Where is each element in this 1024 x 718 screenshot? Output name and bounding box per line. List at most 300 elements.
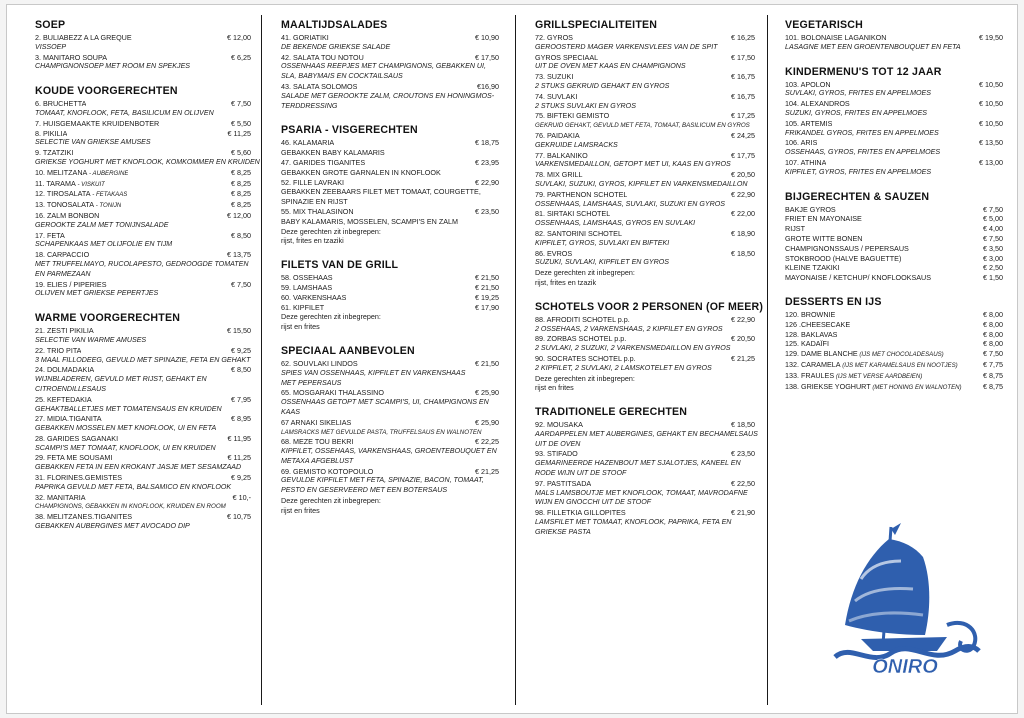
menu-item[interactable] (785, 33, 1003, 43)
item-name: STOKBROOD (HALVE BAGUETTE) (785, 253, 902, 263)
item-name: 89. ZORBAS SCHOTEL p.p. (535, 334, 627, 344)
menu-item[interactable] (535, 449, 755, 459)
menu-item[interactable] (35, 280, 251, 290)
item-name-wrap (785, 33, 886, 43)
menu-item[interactable] (535, 190, 755, 200)
menu-item[interactable] (35, 326, 251, 336)
item-name: 17. FETA (35, 230, 65, 240)
item-name: 92. MOUSAKA (535, 420, 583, 430)
menu-item[interactable] (281, 437, 499, 447)
item-price: € 10,50 (979, 99, 1003, 109)
item-name: 58. OSSEHAAS (281, 273, 333, 283)
item-price: € 9,25 (231, 473, 251, 483)
menu-item[interactable] (535, 229, 755, 239)
item-name-wrap (35, 168, 128, 179)
menu-item[interactable] (785, 360, 1003, 371)
item-name-wrap (535, 190, 627, 200)
item-name-wrap (785, 119, 832, 129)
item-description: LAMSFILET MET TOMAAT, KNOFLOOK, PAPRIKA, FETA EN (535, 518, 732, 527)
item-description: KAAS (281, 407, 300, 416)
menu-item[interactable] (35, 512, 251, 522)
item-description: 2 STUKS GEKRUID GEHAKT EN GYROS (535, 81, 670, 90)
item-description: AARDAPPELEN MET AUBERGINES, GEHAKT EN BECHAMELSAUS (535, 429, 758, 438)
item-price: € 16,75 (731, 91, 755, 101)
menu-item[interactable] (535, 53, 755, 63)
menu-item[interactable] (281, 359, 499, 369)
item-name: 74. SUVLAKI (535, 91, 578, 101)
item-name-wrap (785, 254, 901, 264)
menu-item[interactable] (281, 303, 499, 313)
item-price: € 10,90 (475, 33, 499, 42)
item-name: 107. ATHINA (785, 157, 827, 167)
section-title: SCHOTELS VOOR 2 PERSONEN (OF MEER) (535, 300, 764, 313)
menu-item[interactable] (35, 179, 251, 190)
item-name-wrap (281, 418, 351, 428)
logo-text: ONIRO (872, 656, 938, 677)
item-name-wrap (535, 72, 573, 82)
section-title: BIJGERECHTEN & SAUZEN (785, 190, 930, 203)
menu-column-3 (535, 19, 764, 538)
item-name: 138. GRIEKSE YOGHURT (785, 381, 871, 391)
item-price: € 8,00 (983, 319, 1003, 329)
menu-item[interactable] (535, 33, 755, 43)
menu-item[interactable] (35, 129, 251, 139)
item-name-wrap (35, 493, 86, 503)
item-name: 13. TONOSALATA (35, 200, 94, 210)
menu-item[interactable] (281, 467, 499, 477)
item-name-wrap (535, 33, 573, 43)
menu-item[interactable] (785, 234, 1003, 244)
item-price: € 23,50 (731, 449, 755, 459)
section-title: GRILLSPECIALITEITEN (535, 19, 658, 31)
item-price: € 22,90 (475, 177, 499, 187)
menu-item[interactable] (35, 231, 251, 241)
item-price: € 7,95 (231, 394, 251, 404)
item-name-wrap (535, 334, 626, 344)
menu-item[interactable] (785, 119, 1003, 129)
item-name: KLEINE TZAKIKI (785, 263, 840, 273)
item-price: € 16,25 (731, 33, 755, 42)
item-name: 106. ARIS (785, 138, 818, 148)
menu-item[interactable] (535, 131, 755, 141)
menu-section-speciaal (281, 345, 499, 516)
item-price: € 18,75 (475, 138, 499, 148)
item-name: 43. SALATA SOLOMOS (281, 81, 358, 91)
item-name: 104. ALEXANDROS (785, 99, 850, 109)
menu-item[interactable] (281, 138, 499, 148)
item-name: 28. GARIDES SAGANAKI (35, 433, 119, 443)
item-description: LAMSRACKS MET GEVULDE PASTA, TRUFFELSAUS EN WALNOTEN (281, 428, 482, 436)
item-name: 62. SOUVLAKI LINDOS (281, 358, 358, 368)
item-subtitle: - AUBERGINE (87, 169, 129, 177)
item-price: € 10,- (232, 492, 251, 502)
item-subtitle: (IJS MET KARAMELSAUS EN NOOTJES) (840, 361, 958, 369)
item-price: € 21,90 (731, 508, 755, 518)
menu-section-filets (281, 259, 499, 332)
item-description: TOMAAT, KNOFLOOK, FETA, BASILICUM EN OLIJVEN (35, 108, 214, 117)
item-description: KIPFILET, GYROS, FRITES EN APPELMOES (785, 167, 932, 176)
menu-item[interactable] (281, 388, 499, 398)
item-name-wrap (785, 80, 831, 90)
item-description: MALS LAMSBOUTJE MET KNOFLOOK, TOMAAT, MAVRODAFNE (535, 488, 748, 497)
menu-item[interactable] (785, 371, 1003, 382)
item-name: 88. AFRODITI SCHOTEL p.p. (535, 314, 630, 324)
menu-item[interactable] (535, 72, 755, 82)
menu-section-schotels (535, 300, 764, 393)
menu-item[interactable] (785, 99, 1003, 109)
item-name: 46. KALAMARIA (281, 138, 335, 148)
item-description: SELECTIE VAN GRIEKSE AMUSES (35, 138, 151, 147)
item-name-wrap (535, 209, 610, 219)
menu-item[interactable] (281, 82, 499, 92)
menu-item[interactable] (535, 420, 755, 430)
item-name: 6. BRUCHETTA (35, 99, 87, 109)
item-description: OSSEHAAS, GYROS, FRITES EN APPELMOES (785, 148, 941, 157)
item-name: 18. CARPACCIO (35, 250, 90, 260)
item-name: GYROS SPECIAAL (535, 52, 599, 62)
item-description: UIT DE OVEN (535, 439, 581, 448)
item-description: SALADE MET GEROOKTE ZALM, CROUTONS EN HONINGMOS- (281, 91, 495, 100)
item-price: € 13,75 (227, 250, 251, 260)
item-name-wrap (281, 138, 334, 148)
menu-item[interactable] (281, 53, 499, 63)
menu-item[interactable] (785, 339, 1003, 349)
item-price: € 8,50 (231, 365, 251, 375)
menu-section-desserts (785, 296, 1003, 392)
menu-item[interactable] (35, 346, 251, 356)
menu-item[interactable] (35, 99, 251, 109)
item-name-wrap (35, 326, 94, 336)
section-title: DESSERTS EN IJS (785, 295, 882, 308)
item-description: GEBAKKEN AUBERGINES MET AVOCADO DIP (35, 522, 190, 531)
menu-item[interactable] (535, 479, 755, 489)
item-description: 3 MAAL FILLODEEG, GEVULD MET SPINAZIE, FETA EN GEHAKT (35, 355, 251, 364)
item-price: € 8,25 (231, 167, 251, 177)
item-description: DE BEKENDE GRIEKSE SALADE (281, 42, 391, 51)
item-name-wrap (281, 158, 365, 168)
item-description: 2 OSSEHAAS, 2 VARKENSHAAS, 2 KIPFILET EN GYROS (535, 324, 723, 333)
menu-item[interactable] (785, 382, 1003, 393)
item-price: € 8,75 (983, 381, 1003, 391)
item-description: GEHAKTBALLETJES MET TOMATENSAUS EN KRUIDEN (35, 404, 222, 413)
item-name: 68. MEZE TOU BEKRI (281, 437, 354, 447)
menu-item[interactable] (535, 354, 755, 364)
menu-item[interactable] (785, 80, 1003, 90)
item-name: 132. CARAMELA (785, 359, 841, 369)
item-price: € 1,50 (983, 273, 1003, 283)
menu-item[interactable] (35, 211, 251, 221)
item-name-wrap (35, 189, 127, 200)
item-description: OLIJVEN MET GRIEKSE PEPERTJES (35, 289, 159, 298)
item-subtitle: - TONIJN (94, 202, 122, 210)
item-name-wrap (35, 211, 99, 221)
item-name-wrap (35, 148, 73, 158)
item-price: € 13,00 (979, 157, 1003, 167)
item-name-wrap (281, 53, 364, 63)
menu-item[interactable] (785, 138, 1003, 148)
item-name: 125. KADAÏFI (785, 339, 829, 349)
item-description: MET PEPERSAUS (281, 378, 342, 387)
item-price: € 8,75 (983, 370, 1003, 380)
item-price: € 21,50 (475, 358, 499, 368)
item-name-wrap (35, 434, 118, 444)
item-description: KIPFILET, OSSEHAAS, VARKENSHAAS, GROENTEBOUQUET EN (281, 447, 497, 456)
item-name: 41. GORIATIKI (281, 33, 329, 42)
item-description: SUZUKI, SUVLAKI, KIPFILET EN GYROS (535, 258, 670, 267)
item-name-wrap (785, 320, 850, 330)
item-description: GEMARINEERDE HAZENBOUT MET SJALOTJES, KANEEL EN (535, 459, 741, 468)
section-title: MAALTIJDSALADES (281, 19, 388, 31)
menu-item[interactable] (35, 200, 251, 211)
menu-item[interactable] (785, 349, 1003, 360)
item-name: 90. SOCRATES SCHOTEL p.p. (535, 353, 636, 363)
item-name: 12. TIROSALATA (35, 189, 91, 199)
menu-item[interactable] (35, 148, 251, 158)
item-name-wrap (35, 33, 132, 43)
menu-item[interactable] (535, 209, 755, 219)
item-description: EN PARMEZAAN (35, 269, 91, 278)
item-name-wrap (281, 178, 344, 188)
item-description: SPIES VAN OSSENHAAS, KIPFILET EN VARKENSHAAS (281, 368, 466, 377)
item-name-wrap (281, 273, 333, 283)
menu-item[interactable] (785, 214, 1003, 224)
menu-item[interactable] (281, 33, 499, 43)
item-subtitle: (MET HONING EN WALNOTEN) (870, 383, 962, 391)
item-price: € 2,50 (983, 263, 1003, 273)
item-name: 69. GEMISTO KOTOPOULO (281, 466, 374, 476)
item-name-wrap (785, 234, 862, 244)
item-price: € 22,90 (731, 189, 755, 199)
menu-section-koude (35, 85, 260, 299)
menu-section-soep (35, 19, 251, 72)
section-footer: rijst en frites (535, 383, 574, 393)
menu-item[interactable] (35, 453, 251, 463)
menu-item[interactable] (785, 158, 1003, 168)
menu-item[interactable] (785, 273, 1003, 283)
item-price: € 18,50 (731, 420, 755, 430)
item-name-wrap (785, 138, 817, 148)
menu-item[interactable] (281, 158, 499, 168)
item-price: € 23,50 (475, 206, 499, 216)
item-name: 9. TZATZIKI (35, 148, 74, 158)
item-name: 3. MANITARO SOUPA (35, 52, 108, 62)
item-description: CHAMPIGNONSOEP MET ROOM EN SPEKJES (35, 62, 191, 71)
item-name: 19. ELIES / PIPERIES (35, 279, 107, 289)
menu-item[interactable] (535, 170, 755, 180)
item-name: FRIET EN MAYONAISE (785, 214, 862, 224)
item-description: RODE WIJN UIT DE STOOF (535, 469, 627, 478)
section-title: WARME VOORGERECHTEN (35, 312, 181, 325)
menu-item[interactable] (35, 53, 251, 63)
menu-item[interactable] (785, 310, 1003, 320)
item-name: 101. BOLONAISE LAGANIKON (785, 33, 887, 42)
menu-item[interactable] (35, 434, 251, 444)
item-description: SLA, BABYMAIS EN COCKTAILSAUS (281, 72, 403, 81)
item-name: 11. TARAMA (35, 178, 76, 188)
item-description: 2 STUKS SUVLAKI EN GYROS (535, 101, 636, 110)
item-name-wrap (785, 349, 944, 360)
menu-item[interactable] (281, 418, 499, 428)
menu-item[interactable] (35, 33, 251, 43)
item-name-wrap (785, 382, 962, 393)
item-description: CHAMPIGNONS, GEBAKKEN IN KNOFLOOK, KRUIDEN EN ROOM (35, 503, 226, 511)
menu-item[interactable] (535, 315, 755, 325)
menu-item[interactable] (35, 395, 251, 405)
item-name: 126 .CHEESECAKE (785, 319, 851, 329)
item-name: 79. PARTHENON SCHOTEL (535, 189, 628, 199)
menu-item[interactable] (35, 168, 251, 179)
menu-item[interactable] (785, 254, 1003, 264)
item-price: € 21,50 (475, 273, 499, 283)
item-name: 75. BIFTEKI GEMISTO (535, 111, 610, 121)
item-description: GEBAKKEN FETA IN EEN KROKANT JASJE MET SESAMZAAD (35, 463, 242, 472)
menu-item[interactable] (281, 293, 499, 303)
item-description: SUVLAKI, SUZUKI, GYROS, KIPFILET EN VARKENSMEDAILLON (535, 179, 748, 188)
menu-item[interactable] (785, 330, 1003, 340)
column-divider (515, 15, 516, 705)
item-name-wrap (535, 315, 630, 325)
item-price: € 8,25 (231, 178, 251, 188)
item-price: € 8,25 (231, 200, 251, 210)
item-price: € 16,75 (731, 72, 755, 82)
item-name: 105. ARTEMIS (785, 118, 833, 128)
item-price: € 8,00 (983, 329, 1003, 339)
menu-section-grill (535, 19, 755, 288)
item-name: 82. SANTORINI SCHOTEL (535, 228, 622, 238)
menu-item[interactable] (35, 414, 251, 424)
item-name-wrap (35, 414, 102, 424)
menu-item[interactable] (35, 119, 251, 129)
item-price: € 5,00 (983, 214, 1003, 224)
item-price: € 7,50 (983, 233, 1003, 243)
item-name-wrap (35, 53, 107, 63)
item-price: € 8,50 (231, 230, 251, 240)
item-price: € 19,25 (475, 292, 499, 302)
item-price: € 9,25 (231, 345, 251, 355)
item-subtitle: - FETAKAAS (90, 191, 128, 199)
item-subtitle: (IJS MET VERSE AARDBEIEN) (834, 372, 923, 380)
item-name: 47. GARIDES TIGANITES (281, 157, 366, 167)
menu-item[interactable] (281, 207, 499, 217)
item-price: € 11,95 (227, 433, 251, 443)
item-name: 24. DOLMADAKIA (35, 365, 95, 375)
item-name-wrap (35, 473, 122, 483)
menu-item[interactable] (281, 283, 499, 293)
menu-item[interactable] (535, 249, 755, 259)
menu-item[interactable] (35, 365, 251, 375)
item-price: € 11,25 (227, 453, 251, 463)
menu-item[interactable] (35, 189, 251, 200)
menu-section-bijgerechten (785, 191, 1003, 283)
item-name: 97. PASTITSADA (535, 478, 592, 488)
item-description: 2 SUVLAKI, 2 SUZUKI, 2 VARKENSMEDAILLON EN GYROS (535, 344, 731, 353)
section-footer: Deze gerechten zit inbegrepen: (535, 268, 635, 278)
item-price: € 20,50 (731, 170, 755, 180)
item-price: € 17,25 (731, 111, 755, 121)
item-description: SUVLAKI, GYROS, FRITES EN APPELMOES (785, 89, 931, 98)
item-price: € 6,25 (231, 52, 251, 62)
item-price: € 5,60 (231, 148, 251, 158)
item-name: 133. FRAULES (785, 370, 835, 380)
item-price: € 22,00 (731, 209, 755, 219)
menu-item[interactable] (281, 273, 499, 283)
menu-section-maaltijd (281, 19, 499, 111)
menu-item[interactable] (785, 244, 1003, 254)
menu-item[interactable] (535, 334, 755, 344)
item-name-wrap (785, 205, 836, 215)
item-name-wrap (535, 508, 626, 518)
item-name-wrap (35, 346, 81, 356)
item-name-wrap (281, 283, 332, 293)
item-price: € 21,50 (475, 282, 499, 292)
item-description: LASAGNE MET EEN GROENTENBOUQUET EN FETA (785, 42, 961, 51)
item-price: €16,90 (477, 81, 499, 91)
menu-item[interactable] (785, 205, 1003, 215)
item-name: 59. LAMSHAAS (281, 282, 333, 292)
item-description: CITROENDILLESAUS (35, 384, 106, 393)
item-price: € 7,75 (983, 359, 1003, 369)
section-footer: rijst en frites (281, 505, 320, 515)
item-name-wrap (785, 214, 862, 224)
menu-item[interactable] (535, 92, 755, 102)
item-name: 38. MELITZANES.TIGANITES (35, 512, 133, 522)
menu-item[interactable] (785, 224, 1003, 234)
item-name: 73. SUZUKI (535, 72, 574, 82)
menu-item[interactable] (35, 473, 251, 483)
item-name: RIJST (785, 224, 805, 234)
menu-item[interactable] (281, 178, 499, 188)
item-price: € 18,50 (731, 248, 755, 258)
menu-item[interactable] (785, 263, 1003, 273)
item-name: 81. SIRTAKI SCHOTEL (535, 209, 611, 219)
item-name-wrap (281, 293, 346, 303)
item-name-wrap (785, 339, 829, 349)
item-name-wrap (535, 354, 636, 364)
item-description: UIT DE OVEN MET KAAS EN CHAMPIGNONS (535, 62, 686, 71)
item-description: GEROOSTERD MAGER VARKENSVLEES VAN DE SPIT (535, 42, 718, 51)
item-price: € 4,00 (983, 224, 1003, 234)
item-name: 103. APOLON (785, 79, 831, 89)
item-name: 128. BAKLAVAS (785, 329, 838, 339)
item-name: 78. MIX GRILL (535, 170, 583, 180)
item-name-wrap (35, 250, 89, 260)
item-price: € 25,90 (475, 417, 499, 427)
menu-item[interactable] (535, 151, 755, 161)
menu-item[interactable] (785, 320, 1003, 330)
item-description: PESTO EN GESERVEERD MET EEN BOTERSAUS (281, 486, 448, 495)
menu-item[interactable] (35, 250, 251, 260)
section-title: PSARIA - VISGERECHTEN (281, 124, 418, 137)
item-price: € 22,90 (731, 314, 755, 324)
item-price: € 3,50 (983, 243, 1003, 253)
menu-item[interactable] (535, 508, 755, 518)
item-name-wrap (35, 129, 67, 139)
section-title: TRADITIONELE GERECHTEN (535, 406, 688, 419)
item-price: € 20,50 (731, 334, 755, 344)
item-name-wrap (535, 249, 572, 259)
menu-item[interactable] (35, 493, 251, 503)
item-price: € 24,25 (731, 130, 755, 140)
section-title: SOEP (35, 19, 66, 31)
menu-item[interactable] (535, 111, 755, 121)
item-price: € 11,25 (227, 128, 251, 138)
item-description: SELECTIE VAN WARME AMUSES (35, 335, 147, 344)
item-name: 55. MIX THALASINON (281, 206, 354, 216)
item-name-wrap (785, 224, 805, 234)
menu-section-kinder (785, 66, 1003, 178)
item-price: € 15,50 (227, 326, 251, 336)
item-note: GEBAKKEN BABY KALAMARIS (281, 148, 385, 158)
